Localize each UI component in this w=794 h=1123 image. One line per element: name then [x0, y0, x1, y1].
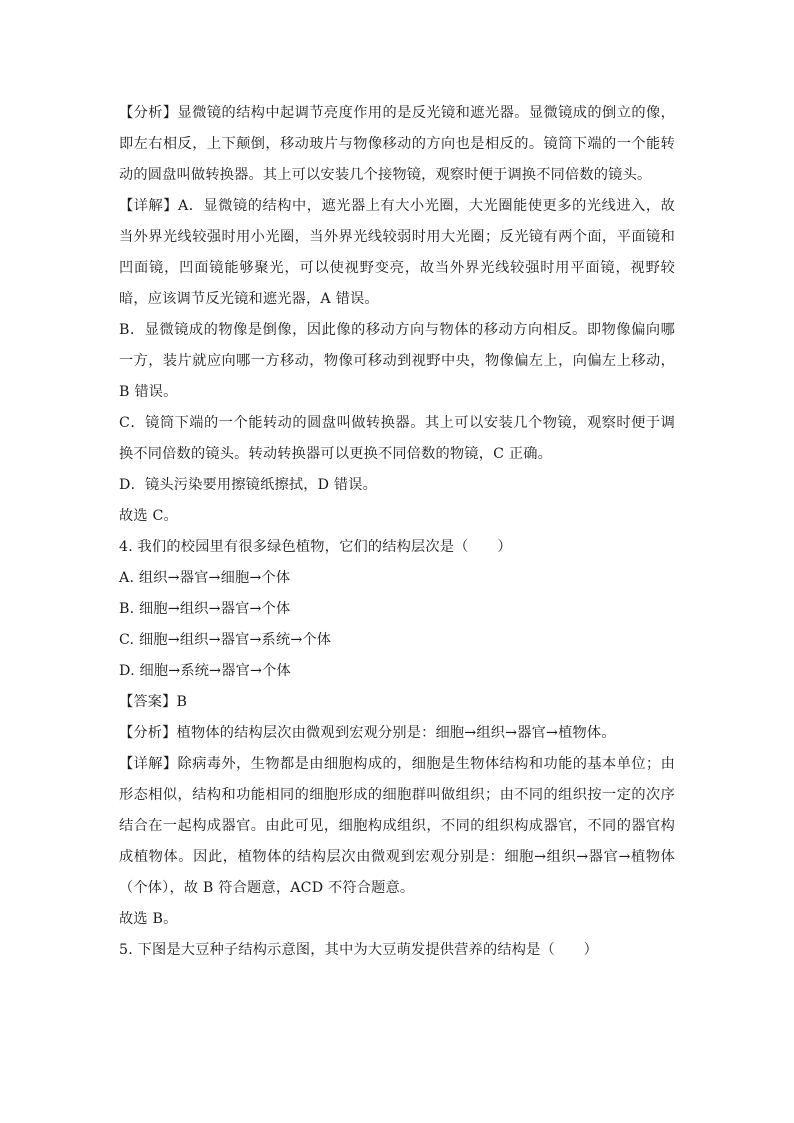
question-4-option-c: C. 细胞→组织→器官→系统→个体: [119, 632, 332, 648]
question-4-option-d: D. 细胞→系统→器官→个体: [119, 663, 291, 679]
question-4-answer: 【答案】B: [119, 694, 188, 710]
question-4-analysis: 【分析】植物体的结构层次由微观到宏观分别是：细胞→组织→器官→植物体。: [119, 725, 616, 741]
question-4-option-a: A. 组织→器官→细胞→个体: [119, 570, 291, 586]
analysis-paragraph-microscope: 【分析】显微镜的结构中起调节亮度作用的是反光镜和遮光器。显微镜成的倒立的像，即左右相反，上下颠倒，移动玻片与物像移动的方向也是相反的。镜筒下端的一个能转动的圆盘叫做转换器。其上可以安装几个接物镜，观察时便于调换不同倍数的镜头。: [119, 105, 675, 183]
answer-choice-line: 故选 C。: [119, 508, 178, 524]
explanation-paragraph-option-b: B．显微镜成的物像是倒像，因此像的移动方向与物体的移动方向相反。即物像偏向哪一方，装片就应向哪一方移动，物像可移动到视野中央，物像偏左上，向偏左上移动，B 错误。: [119, 322, 675, 400]
question-4-option-b: B. 细胞→组织→器官→个体: [119, 601, 291, 617]
question-4-choice-line: 故选 B。: [119, 911, 178, 927]
explanation-paragraph-option-c: C．镜筒下端的一个能转动的圆盘叫做转换器。其上可以安装几个物镜，观察时便于调换不同倍数的镜头。转动转换器可以更换不同倍数的物镜，C 正确。: [119, 415, 675, 462]
document-body: [119, 98, 675, 966]
explanation-paragraph-option-d: D．镜头污染要用擦镜纸擦拭，D 错误。: [119, 477, 378, 493]
question-4-stem: 4. 我们的校园里有很多绿色植物，它们的结构层次是（ ）: [119, 539, 512, 555]
question-5-stem: 5. 下图是大豆种子结构示意图，其中为大豆萌发提供营养的结构是（ ）: [119, 942, 599, 958]
explanation-paragraph-option-a: 【详解】A．显微镜的结构中，遮光器上有大小光圈，大光圈能使更多的光线进入，故当外界光线较强时用小光圈，当外界光线较弱时用大光圈；反光镜有两个面，平面镜和凹面镜，凹面镜能够聚光，可以使视野变亮，故当外界光线较强时用平面镜，视野较暗，应该调节反光镜和遮光器，A 错误。: [119, 198, 675, 307]
question-4-explanation: 【详解】除病毒外，生物都是由细胞构成的，细胞是生物体结构和功能的基本单位；由形态相似，结构和功能相同的细胞形成的细胞群叫做组织；由不同的组织按一定的次序结合在一起构成器官。由此可见，细胞构成组织，不同的组织构成器官，不同的器官构成植物体。因此，植物体的结构层次由微观到宏观分别是：细胞→组织→器官→植物体（个体），故 B 符合题意，ACD 不符合题意。: [119, 756, 675, 896]
